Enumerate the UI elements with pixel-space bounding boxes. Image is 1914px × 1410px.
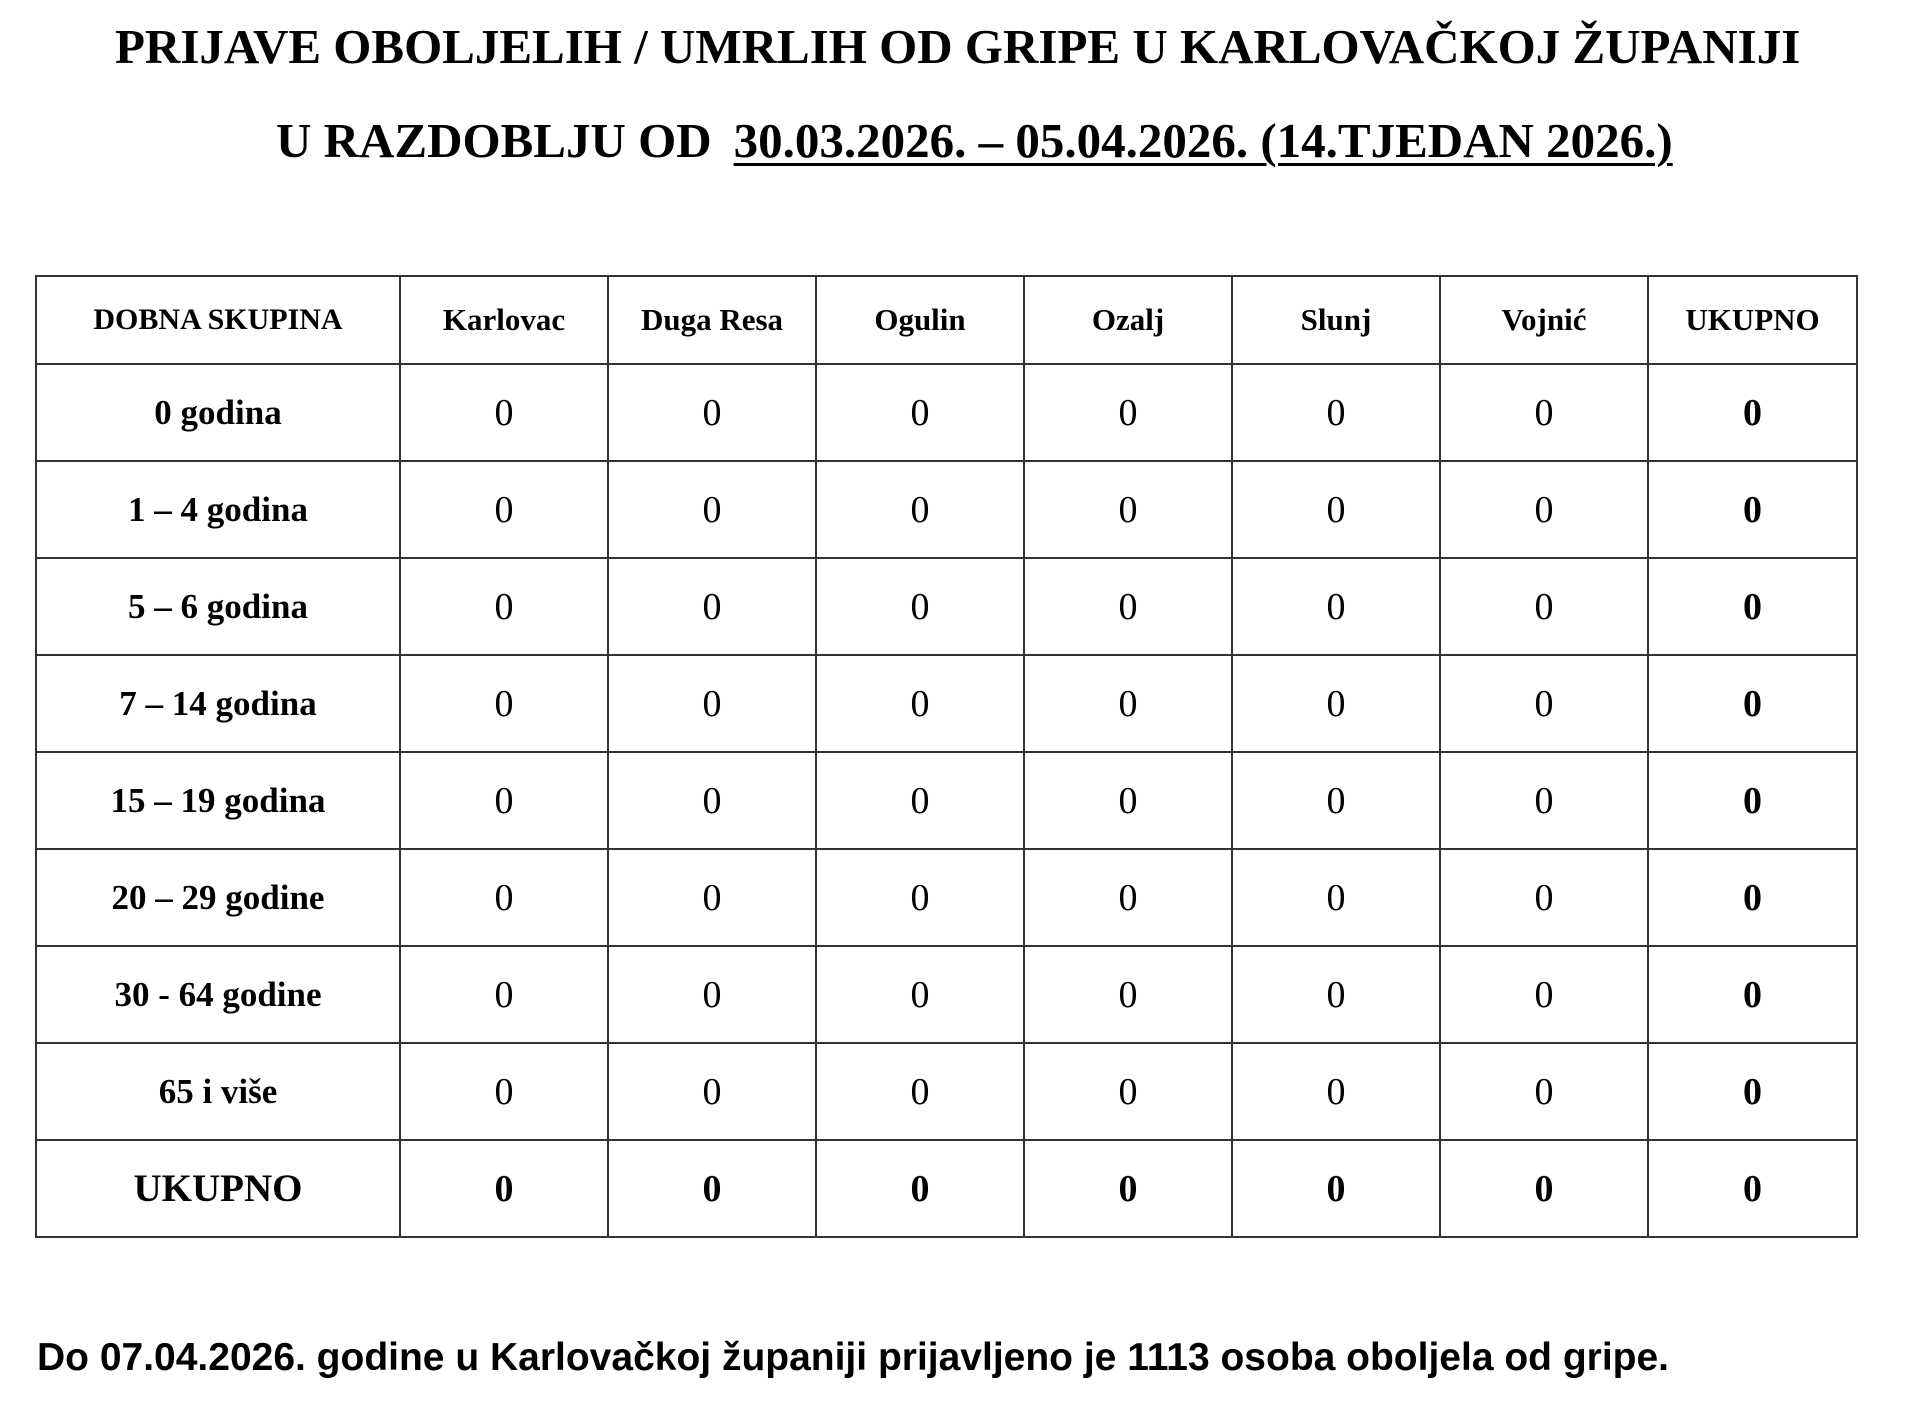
table-row [36,849,1857,946]
grand-total-cell: 0 [1648,1140,1857,1237]
value-cell: 0 [400,655,608,752]
header-row [36,276,1857,364]
value-cell: 0 [400,849,608,946]
value-cell: 0 [816,849,1024,946]
column-total-cell: 0 [1232,1140,1440,1237]
value-cell: 0 [816,461,1024,558]
period-range: 30.03.2026. – 05.04.2026. (14.TJEDAN 2026.) [733,113,1673,168]
header-total: UKUPNO [1648,276,1857,364]
value-cell: 0 [400,364,608,461]
row-total-cell: 0 [1648,461,1857,558]
value-cell: 0 [1440,461,1648,558]
age-group-cell: 15 – 19 godina [36,752,400,849]
row-total-cell: 0 [1648,558,1857,655]
value-cell: 0 [1024,849,1232,946]
value-cell: 0 [816,558,1024,655]
age-group-cell: 30 - 64 godine [36,946,400,1043]
value-cell: 0 [400,752,608,849]
value-cell: 0 [1232,849,1440,946]
age-group-cell: 7 – 14 godina [36,655,400,752]
value-cell: 0 [1232,752,1440,849]
value-cell: 0 [1440,752,1648,849]
row-total-cell: 0 [1648,752,1857,849]
age-group-cell: 1 – 4 godina [36,461,400,558]
value-cell: 0 [1024,364,1232,461]
header-ogulin: Ogulin [816,276,1024,364]
value-cell: 0 [608,655,816,752]
row-total-cell: 0 [1648,946,1857,1043]
cumulative-summary-note: Do 07.04.2026. godine u Karlovačkoj županiji prijavljeno je 1113 osoba oboljela od gripe. [37,1336,1670,1379]
age-group-cell: 65 i više [36,1043,400,1140]
value-cell: 0 [1024,461,1232,558]
header-slunj: Slunj [1232,276,1440,364]
value-cell: 0 [1024,946,1232,1043]
value-cell: 0 [608,849,816,946]
header-ozalj: Ozalj [1024,276,1232,364]
value-cell: 0 [608,461,816,558]
value-cell: 0 [1024,752,1232,849]
total-row-label: UKUPNO [36,1140,400,1237]
value-cell: 0 [1440,849,1648,946]
value-cell: 0 [816,946,1024,1043]
value-cell: 0 [1024,655,1232,752]
document-title-line-1: PRIJAVE OBOLJELIH / UMRLIH OD GRIPE U KARLOVAČKOJ ŽUPANIJI [115,19,1801,74]
value-cell: 0 [1232,655,1440,752]
value-cell: 0 [400,1043,608,1140]
column-total-cell: 0 [608,1140,816,1237]
value-cell: 0 [816,752,1024,849]
value-cell: 0 [1024,558,1232,655]
total-row [36,1140,1857,1237]
value-cell: 0 [608,558,816,655]
value-cell: 0 [1232,558,1440,655]
value-cell: 0 [1440,655,1648,752]
value-cell: 0 [400,946,608,1043]
row-total-cell: 0 [1648,364,1857,461]
value-cell: 0 [1440,946,1648,1043]
header-vojnic: Vojnić [1440,276,1648,364]
value-cell: 0 [1232,1043,1440,1140]
age-group-cell: 5 – 6 godina [36,558,400,655]
row-total-cell: 0 [1648,655,1857,752]
value-cell: 0 [1232,946,1440,1043]
header-karlovac: Karlovac [400,276,608,364]
value-cell: 0 [400,558,608,655]
value-cell: 0 [1024,1043,1232,1140]
table-row [36,364,1857,461]
column-total-cell: 0 [816,1140,1024,1237]
column-total-cell: 0 [1440,1140,1648,1237]
value-cell: 0 [1440,558,1648,655]
period-prefix: U RAZDOBLJU OD [276,113,712,168]
flu-reports-table [35,275,1858,1238]
table-row [36,752,1857,849]
age-group-cell: 20 – 29 godine [36,849,400,946]
header-duga-resa: Duga Resa [608,276,816,364]
table-row [36,1043,1857,1140]
value-cell: 0 [1440,1043,1648,1140]
age-group-cell: 0 godina [36,364,400,461]
header-age-group: DOBNA SKUPINA [36,276,400,364]
row-total-cell: 0 [1648,1043,1857,1140]
value-cell: 0 [816,655,1024,752]
value-cell: 0 [1232,364,1440,461]
value-cell: 0 [608,364,816,461]
table-row [36,946,1857,1043]
table-row [36,461,1857,558]
value-cell: 0 [400,461,608,558]
column-total-cell: 0 [400,1140,608,1237]
document-title-line-2 [276,113,1673,168]
table-row [36,558,1857,655]
value-cell: 0 [816,364,1024,461]
column-total-cell: 0 [1024,1140,1232,1237]
table-row [36,655,1857,752]
row-total-cell: 0 [1648,849,1857,946]
value-cell: 0 [608,946,816,1043]
value-cell: 0 [816,1043,1024,1140]
value-cell: 0 [608,752,816,849]
value-cell: 0 [1440,364,1648,461]
value-cell: 0 [608,1043,816,1140]
value-cell: 0 [1232,461,1440,558]
